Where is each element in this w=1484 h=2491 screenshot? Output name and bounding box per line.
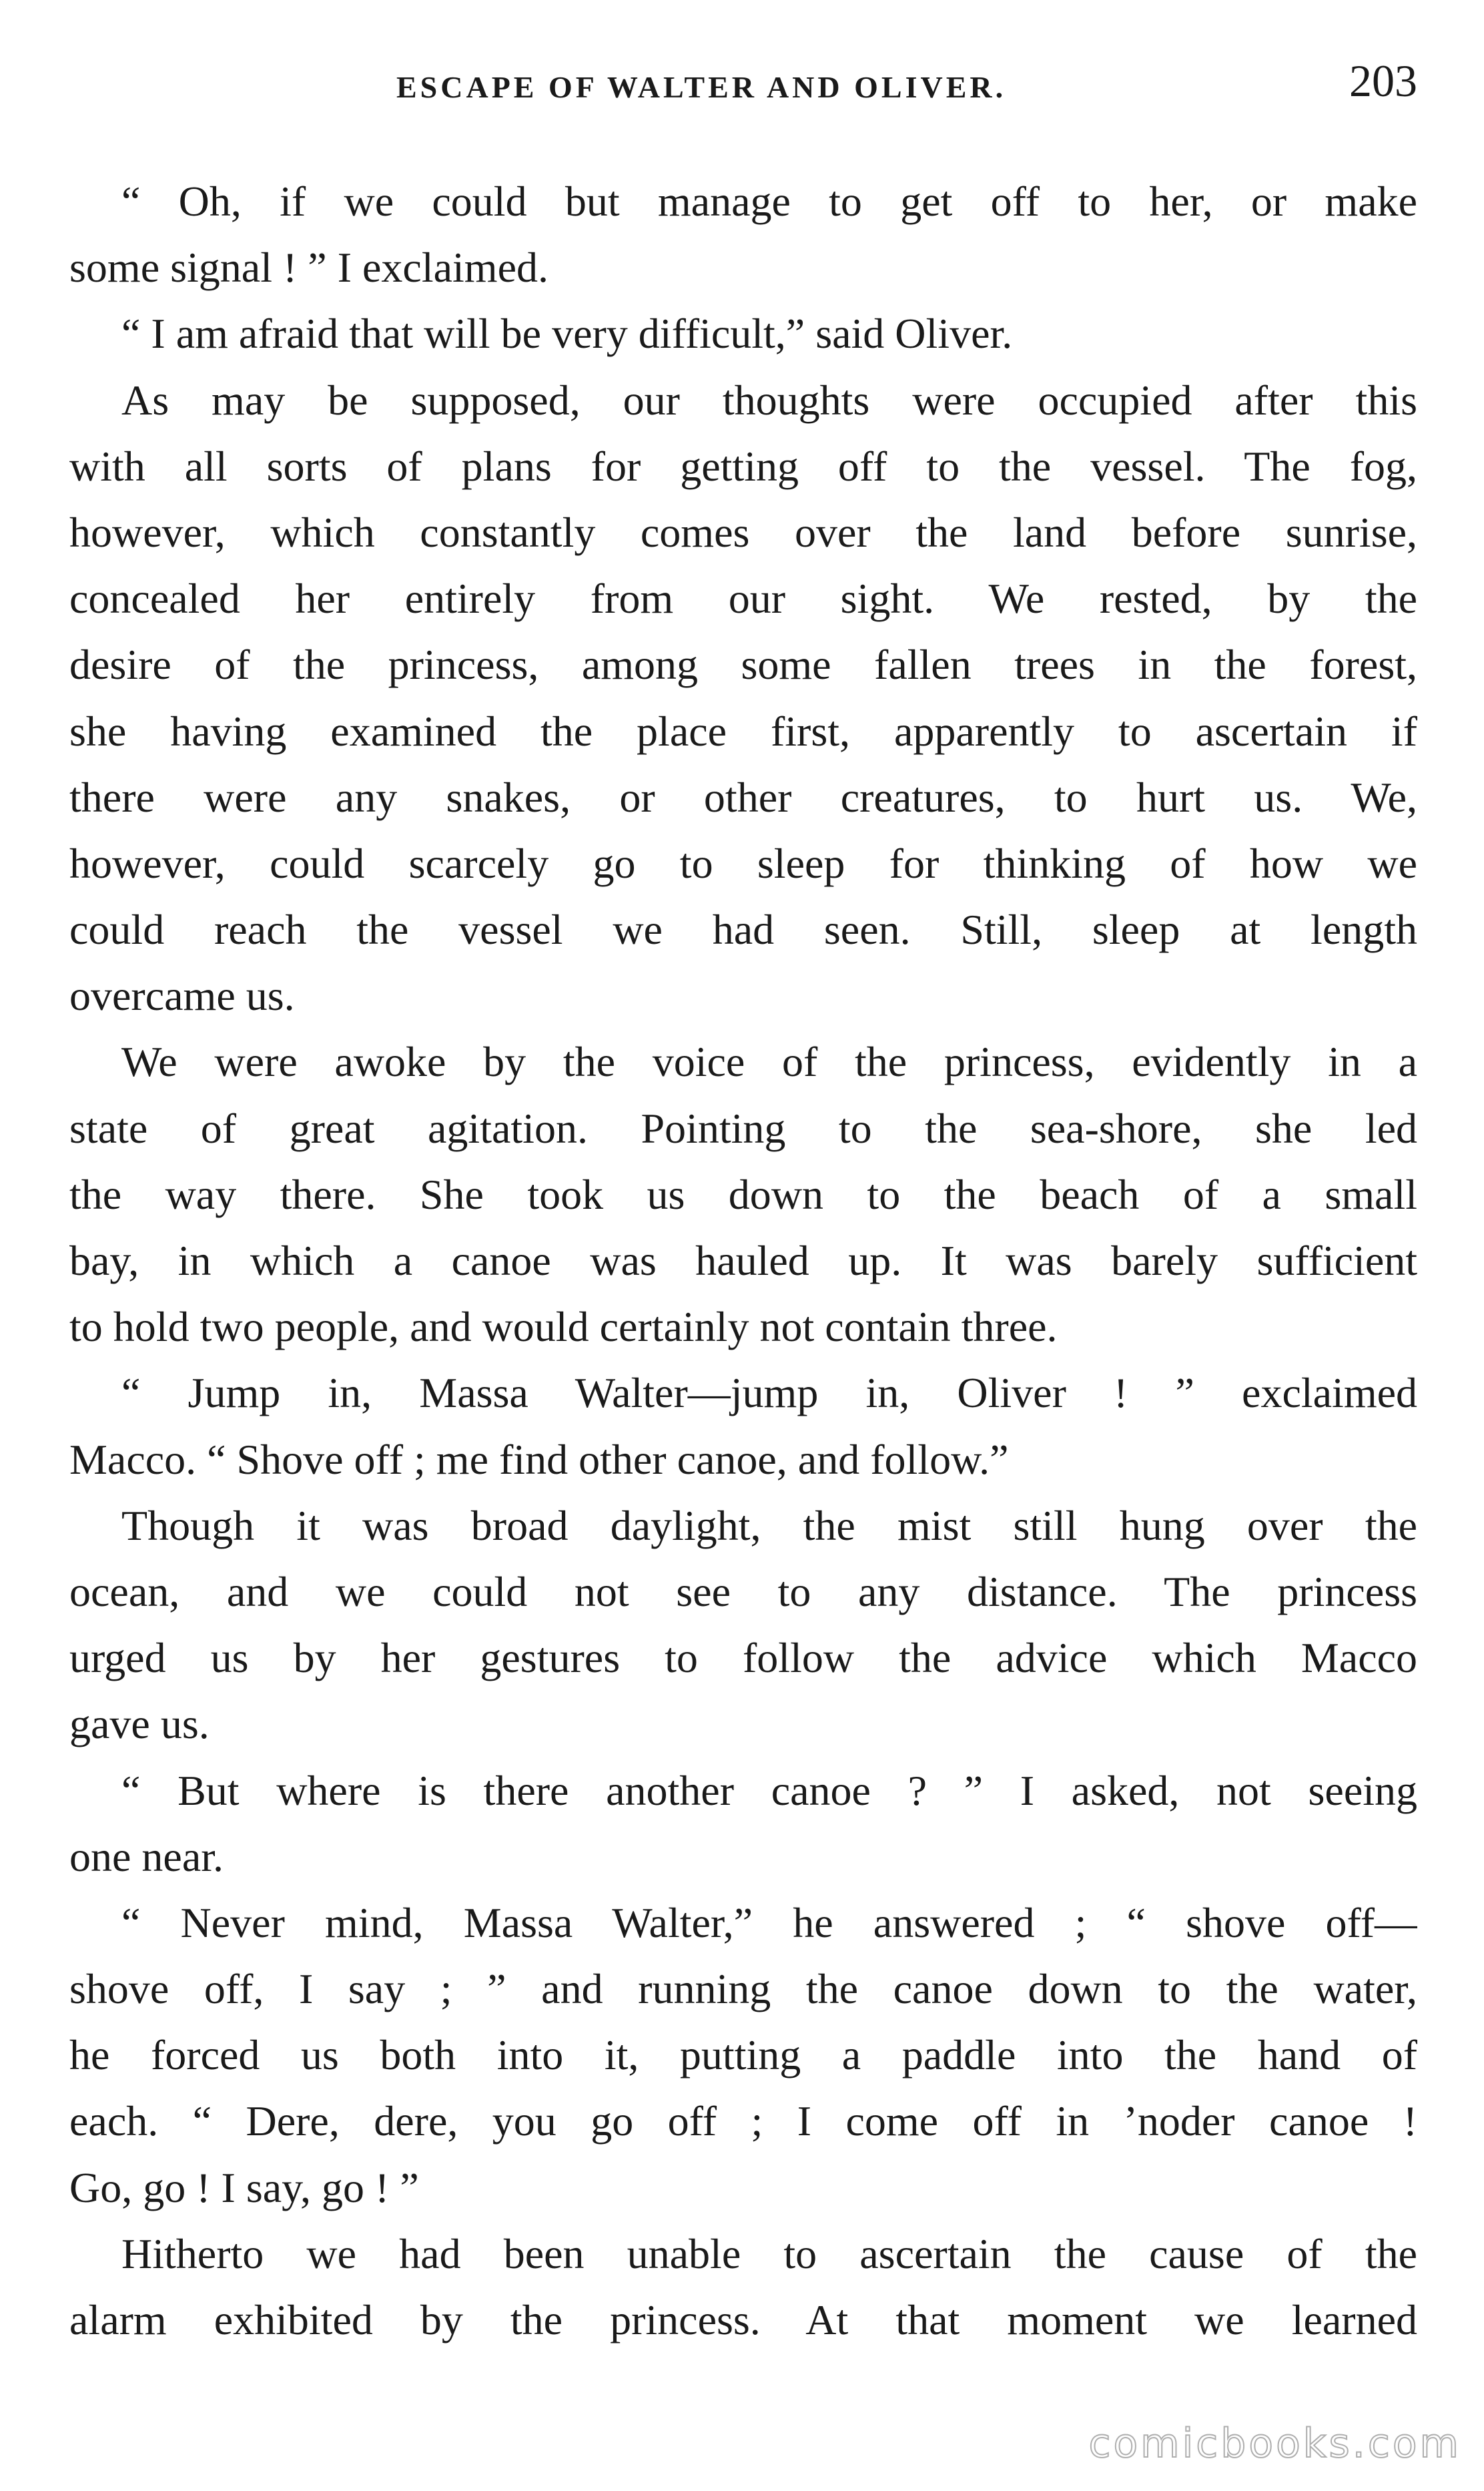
text-line: one near. <box>69 1832 224 1880</box>
text-line: gave us. <box>69 1700 210 1748</box>
text-line: with all sorts of plans for getting off to the vessel. The fog, <box>69 442 1417 490</box>
text-line: some signal ! ” I exclaimed. <box>69 244 548 292</box>
text-line: As may be supposed, our thoughts were occupied after this <box>121 376 1417 424</box>
text-line: to hold two people, and would certainly not contain three. <box>69 1303 1058 1351</box>
text-line: “ But where is there another canoe ? ” I asked, not seeing <box>121 1766 1417 1814</box>
text-line: Though it was broad daylight, the mist still hung over the <box>121 1501 1417 1549</box>
text-line: “ Oh, if we could but manage to get off to her, or make <box>121 178 1417 225</box>
text-line: there were any snakes, or other creatures, to hurt us. We, <box>69 773 1417 821</box>
text-line: ocean, and we could not see to any distance. The princess <box>69 1567 1417 1615</box>
text-line: overcame us. <box>69 972 295 1020</box>
text-line: urged us by her gestures to follow the advice which Macco <box>69 1634 1417 1682</box>
text-line: shove off, I say ; ” and running the canoe down to the water, <box>69 1965 1417 2013</box>
text-line: We were awoke by the voice of the princess, evidently in a <box>121 1038 1417 1086</box>
text-line: however, could scarcely go to sleep for thinking of how we <box>69 839 1417 887</box>
text-line: each. “ Dere, dere, you go off ; I come off in ’noder canoe ! <box>69 2097 1417 2145</box>
text-line: “ Jump in, Massa Walter—jump in, Oliver ! ” exclaimed <box>121 1369 1417 1417</box>
text-line: he forced us both into it, putting a paddle into the hand of <box>69 2031 1417 2079</box>
text-line: alarm exhibited by the princess. At that moment we learned <box>69 2296 1417 2343</box>
text-line: “ Never mind, Massa Walter,” he answered ; “ shove off— <box>121 1898 1417 1946</box>
text-line: Hitherto we had been unable to ascertain the cause of the <box>121 2229 1417 2277</box>
page-number: 203 <box>1349 55 1417 106</box>
text-line: could reach the vessel we had seen. Still, sleep at length <box>69 906 1417 954</box>
text-line: concealed her entirely from our sight. We rested, by the <box>69 575 1417 623</box>
text-line: the way there. She took us down to the beach of a small <box>69 1170 1417 1218</box>
text-line: bay, in which a canoe was hauled up. It was barely sufficient <box>69 1237 1417 1284</box>
text-line: she having examined the place first, apparently to ascertain if <box>69 707 1417 755</box>
text-line: “ I am afraid that will be very difficult,” said Oliver. <box>121 310 1013 358</box>
text-line: desire of the princess, among some fallen trees in the forest, <box>69 641 1417 689</box>
text-line: state of great agitation. Pointing to the sea-shore, she led <box>69 1104 1417 1152</box>
text-line: however, which constantly comes over the land before sunrise, <box>69 508 1417 556</box>
text-line: Macco. “ Shove off ; me find other canoe, and follow.” <box>69 1435 1009 1483</box>
watermark: comicbooks.com <box>1088 2420 1461 2467</box>
body-text <box>69 168 1417 2353</box>
running-title: ESCAPE OF WALTER AND OLIVER. <box>396 70 1007 104</box>
page-header <box>69 55 1417 128</box>
text-line: Go, go ! I say, go ! ” <box>69 2163 419 2211</box>
